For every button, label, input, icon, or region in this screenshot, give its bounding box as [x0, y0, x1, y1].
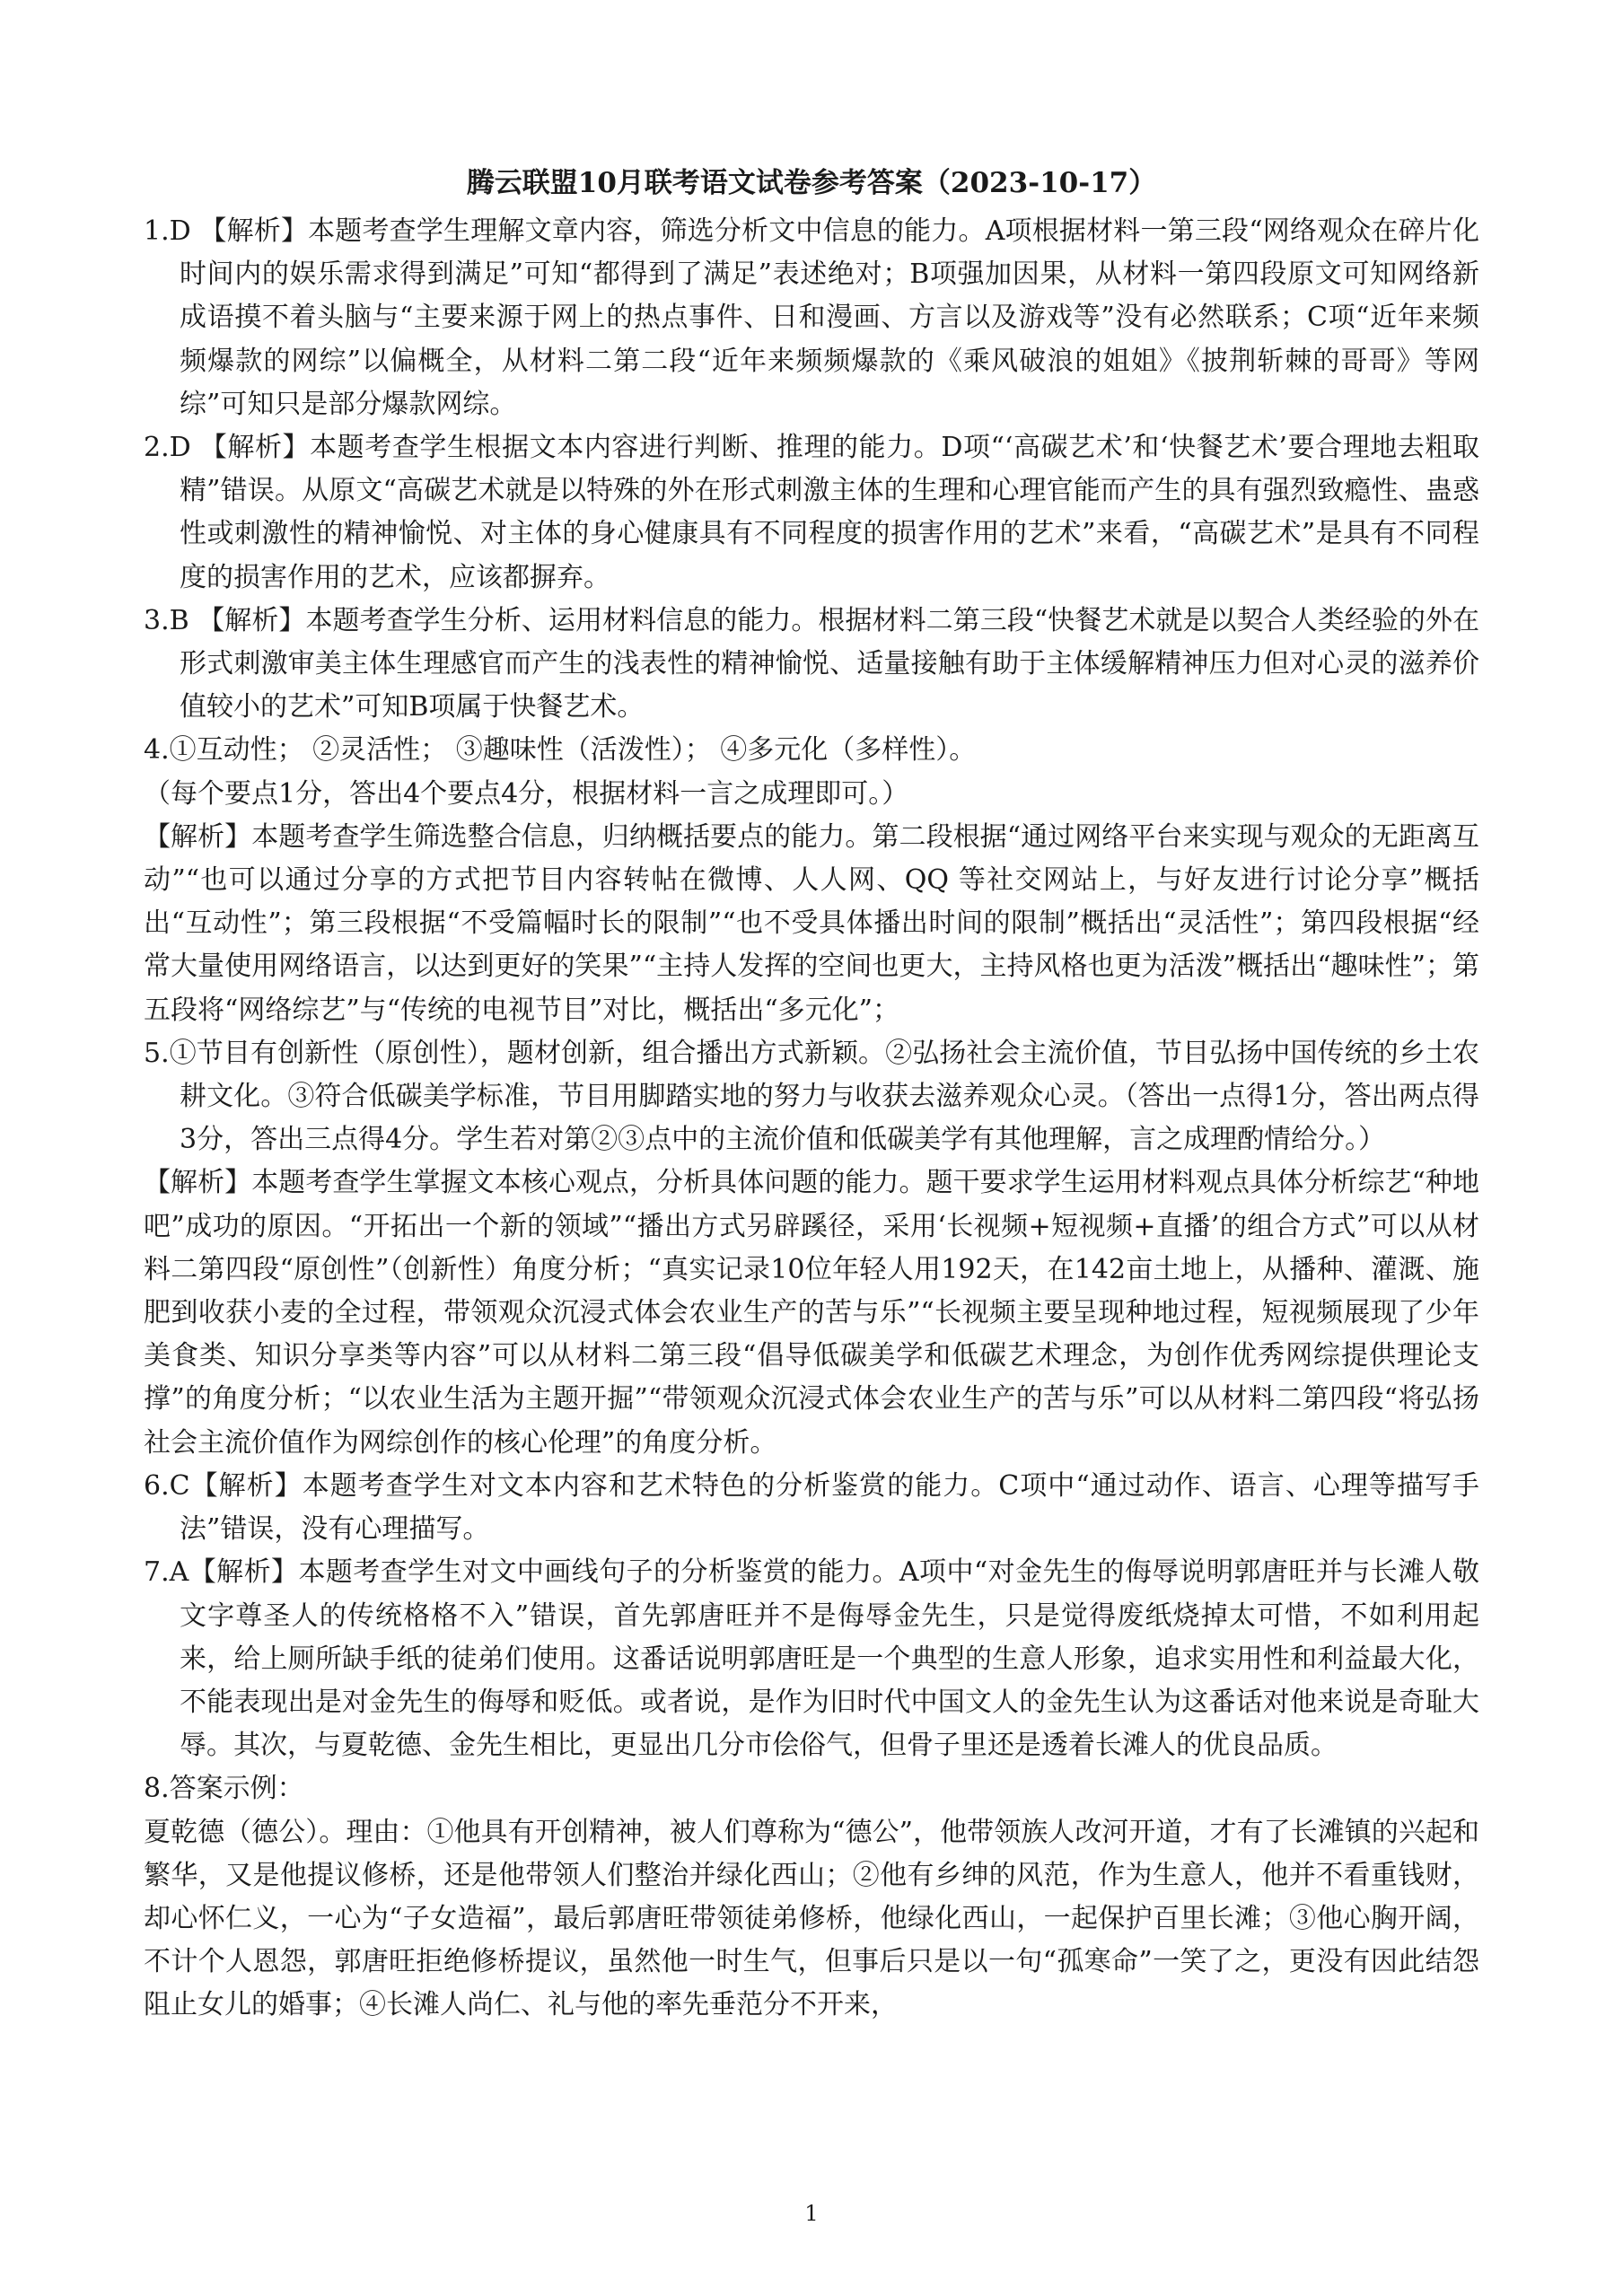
- answer-4-scoring: （每个要点1分，答出4个要点4分，根据材料一言之成理即可。）: [144, 777, 909, 810]
- answer-4-analysis: 【解析】本题考查学生筛选整合信息，归纳概括要点的能力。第二段根据“通过网络平台来实现与观众的无距离互动”“也可以通过分享的方式把节目内容转帖在微博、人人网、QQ 等社交网站上，与好友进行讨论分享”概括出“互动性”；第三段根据“不受篇幅时长的限制”“也不受具体播出时间的限制”概括出“灵活性”；第四段根据“经常大量使用网络语言，以达到更好的笑果”“主持人发挥的空间也更大，主持风格也更为活泼”概括出“趣味性”；第五段将“网络综艺”与“传统的电视节目”对比，概括出“多元化”；: [144, 820, 1479, 1026]
- answer-2: 2.D 【解析】本题考查学生根据文本内容进行判断、推理的能力。D项“‘高碳艺术’和‘快餐艺术’要合理地去粗取精”错误。从原文“高碳艺术就是以特殊的外在形式刺激主体的生理和心理官能而产生的具有强烈致瘾性、蛊惑性或刺激性的精神愉悦、对主体的身心健康具有不同程度的损害作用的艺术”来看，“高碳艺术”是具有不同程度的损害作用的艺术，应该都摒弃。: [144, 432, 1479, 593]
- answer-5: 5.①节目有创新性（原创性），题材创新，组合播出方式新颖。②弘扬社会主流价值，节目弘扬中国传统的乡土农耕文化。③符合低碳美学标准，节目用脚踏实地的努力与收获去滋养观众心灵。（答出一点得1分，答出两点得3分，答出三点得4分。学生若对第②③点中的主流价值和低碳美学有其他理解，言之成理酌情给分。）: [144, 1037, 1479, 1156]
- page-number: 1: [804, 2201, 819, 2226]
- answer-6: 6.C【解析】本题考查学生对文本内容和艺术特色的分析鉴赏的能力。C项中“通过动作、语言、心理等描写手法”错误，没有心理描写。: [144, 1469, 1479, 1546]
- page-title: 腾云联盟10月联考语文试卷参考答案（2023-10-17）: [466, 167, 1157, 199]
- answer-5-analysis: 【解析】本题考查学生掌握文本核心观点，分析具体问题的能力。题干要求学生运用材料观点具体分析综艺“种地吧”成功的原因。“开拓出一个新的领域”“播出方式另辟蹊径，采用‘长视频+短视频+直播’的组合方式”可以从材料二第四段“原创性”（创新性）角度分析；“真实记录10位年轻人用192天，在142亩土地上，从播种、灌溉、施肥到收获小麦的全过程，带领观众沉浸式体会农业生产的苦与乐”“长视频主要呈现种地过程，短视频展现了少年美食类、知识分享类等内容”可以从材料二第三段“倡导低碳美学和低碳艺术理念，为创作优秀网综提供理论支撑”的角度分析；“以农业生活为主题开掘”“带领观众沉浸式体会农业生产的苦与乐”可以从材料二第四段“将弘扬社会主流价值作为网综创作的核心伦理”的角度分析。: [144, 1167, 1479, 1459]
- answer-4: 4.①互动性； ②灵活性； ③趣味性（活泼性）； ④多元化（多样性）。: [144, 734, 977, 767]
- answer-3: 3.B 【解析】本题考查学生分析、运用材料信息的能力。根据材料二第三段“快餐艺术就是以契合人类经验的外在形式刺激审美主体生理感官而产生的浅表性的精神愉悦、适量接触有助于主体缓解精神压力但对心灵的滋养价值较小的艺术”可知B项属于快餐艺术。: [144, 604, 1479, 723]
- answer-1: 1.D 【解析】本题考查学生理解文章内容，筛选分析文中信息的能力。A项根据材料一第三段“网络观众在碎片化时间内的娱乐需求得到满足”可知“都得到了满足”表述绝对；B项强加因果，从材料一第四段原文可知网络新成语摸不着头脑与“主要来源于网上的热点事件、日和漫画、方言以及游戏等”没有必然联系；C项“近年来频频爆款的网综”以偏概全，从材料二第二段“近年来频频爆款的《乘风破浪的姐姐》《披荆斩棘的哥哥》等网综”可知只是部分爆款网综。: [144, 215, 1479, 420]
- answer-8-heading: 8.答案示例：: [144, 1773, 304, 1805]
- answer-8-example: 夏乾德（德公）。理由：①他具有开创精神，被人们尊称为“德公”，他带领族人改河开道，才有了长滩镇的兴起和繁华，又是他提议修桥，还是他带领人们整治并绿化西山；②他有乡绅的风范，作为生意人，他并不看重钱财，却心怀仁义，一心为“子女造福”，最后郭唐旺带领徒弟修桥，他绿化西山，一起保护百里长滩；③他心胸开阔，不计个人恩怨，郭唐旺拒绝修桥提议，虽然他一时生气，但事后只是以一句“孤寒命”一笑了之，更没有因此结怨阻止女儿的婚事；④长滩人尚仁、礼与他的率先垂范分不开来，: [144, 1816, 1479, 2021]
- answer-7: 7.A【解析】本题考查学生对文中画线句子的分析鉴赏的能力。A项中“对金先生的侮辱说明郭唐旺并与长滩人敬文字尊圣人的传统格格不入”错误，首先郭唐旺并不是侮辱金先生，只是觉得废纸烧掉太可惜，不如利用起来，给上厕所缺手纸的徒弟们使用。这番话说明郭唐旺是一个典型的生意人形象，追求实用性和利益最大化，不能表现出是对金先生的侮辱和贬低。或者说，是作为旧时代中国文人的金先生认为这番话对他来说是奇耻大辱。其次，与夏乾德、金先生相比，更显出几分市侩俗气，但骨子里还是透着长滩人的优良品质。: [144, 1556, 1479, 1762]
- document-body: [144, 162, 1479, 2028]
